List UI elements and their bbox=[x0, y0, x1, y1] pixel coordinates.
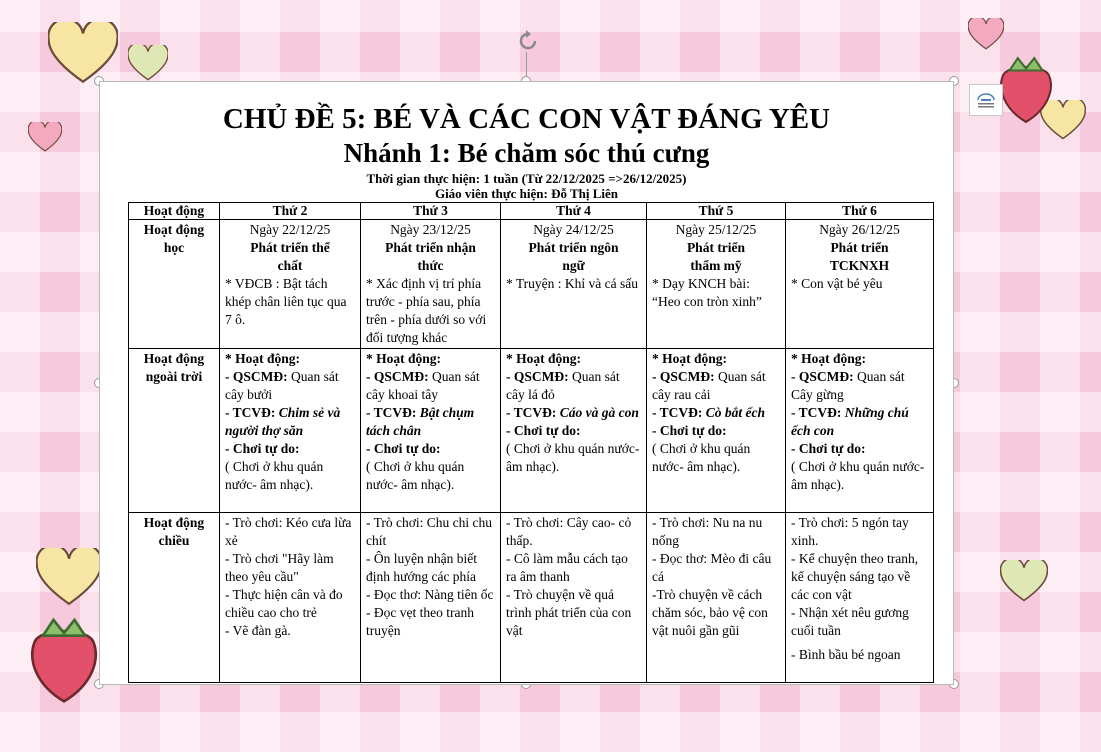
game-label: - TCVĐ: bbox=[652, 405, 703, 420]
column-header: Thứ 2 bbox=[220, 203, 361, 220]
game-text: Chim sẻ và người thợ săn bbox=[225, 405, 341, 438]
activity-heading: * Hoạt động: bbox=[366, 351, 442, 366]
table-cell bbox=[501, 220, 647, 349]
game-text: Bật chụm tách chân bbox=[366, 405, 475, 438]
activity-text: * Con vật bé yêu bbox=[791, 276, 883, 291]
game-text: Cò bắt ếch bbox=[702, 405, 765, 420]
list-item: - Đọc thơ: Nàng tiên ốc bbox=[366, 587, 494, 602]
layout-options-button[interactable] bbox=[969, 84, 1003, 116]
strawberry-icon bbox=[995, 52, 1057, 124]
column-header: Thứ 6 bbox=[786, 203, 934, 220]
row-label: Hoạt động chiều bbox=[129, 513, 220, 683]
table-cell bbox=[786, 513, 934, 683]
domain-text: Phát triển nhận thức bbox=[385, 240, 476, 273]
date-text: Ngày 26/12/25 bbox=[819, 222, 900, 237]
free-play-text: ( Chơi ở khu quán nước- âm nhạc). bbox=[366, 459, 465, 492]
observe-label: - QSCMĐ: bbox=[225, 369, 288, 384]
list-item: - Thực hiện cân và đo chiều cao cho trẻ bbox=[225, 587, 343, 620]
table-cell bbox=[647, 513, 786, 683]
list-item: - Bình bầu bé ngoan bbox=[791, 647, 901, 662]
game-text: Cáo và gà con bbox=[556, 405, 639, 420]
table-cell bbox=[647, 220, 786, 349]
observe-label: - QSCMĐ: bbox=[791, 369, 854, 384]
observe-text: Quan sát cây lá đỏ bbox=[506, 369, 620, 402]
observe-label: - QSCMĐ: bbox=[366, 369, 429, 384]
table-cell bbox=[220, 220, 361, 349]
observe-text: Quan sát Cây gừng bbox=[791, 369, 905, 402]
list-item: -Trò chuyện về cách chăm sóc, bảo vệ con vật nuôi gần gũi bbox=[652, 587, 768, 638]
row-label: Hoạt động ngoài trời bbox=[129, 349, 220, 513]
table-cell bbox=[220, 513, 361, 683]
list-item: - Cô làm mẫu cách tạo ra âm thanh bbox=[506, 551, 628, 584]
list-item: - Trò chơi "Hãy làm theo yêu cầu" bbox=[225, 551, 334, 584]
date-text: Ngày 24/12/25 bbox=[533, 222, 614, 237]
domain-text: Phát triển thể chất bbox=[250, 240, 330, 273]
free-play-label: - Chơi tự do: bbox=[506, 423, 581, 438]
activity-heading: * Hoạt động: bbox=[791, 351, 867, 366]
date-text: Ngày 22/12/25 bbox=[249, 222, 331, 237]
game-label: - TCVĐ: bbox=[506, 405, 557, 420]
heart-icon bbox=[128, 45, 168, 81]
list-item: - Đọc thơ: Mèo đi câu cá bbox=[652, 551, 772, 584]
list-item: - Trò chơi: Cây cao- cỏ thấp. bbox=[506, 515, 632, 548]
schedule-image[interactable] bbox=[99, 81, 954, 685]
list-item: - Trò chơi: 5 ngón tay xinh. bbox=[791, 515, 909, 548]
activity-text: * Dạy KNCH bài: “Heo con tròn xinh” bbox=[652, 276, 762, 309]
table-row-hoc bbox=[129, 220, 934, 349]
table-row-ngoai-troi bbox=[129, 349, 934, 513]
column-header: Thứ 5 bbox=[647, 203, 786, 220]
row-label: Hoạt động học bbox=[129, 220, 220, 349]
date-text: Ngày 23/12/25 bbox=[390, 222, 471, 237]
list-item: - Đọc vẹt theo tranh truyện bbox=[366, 605, 474, 638]
domain-text: Phát triển ngôn ngữ bbox=[528, 240, 619, 273]
table-cell bbox=[361, 220, 501, 349]
observe-text: Quan sát cây khoai tây bbox=[366, 369, 480, 402]
table-cell bbox=[786, 349, 934, 513]
list-item: - Trò chơi: Kéo cưa lừa xẻ bbox=[225, 515, 352, 548]
list-item: - Kể chuyện theo tranh, kể chuyện sáng tạo về các con vật bbox=[791, 551, 919, 602]
game-label: - TCVĐ: bbox=[791, 405, 842, 420]
domain-text: Phát triển TCKNXH bbox=[829, 240, 890, 273]
table-cell bbox=[220, 349, 361, 513]
heart-icon bbox=[48, 22, 118, 84]
column-header: Thứ 4 bbox=[501, 203, 647, 220]
list-item: - Ôn luyện nhận biết định hướng các phía bbox=[366, 551, 477, 584]
rotate-handle-icon[interactable] bbox=[515, 28, 541, 54]
table-row-chieu bbox=[129, 513, 934, 683]
rotate-handle-line bbox=[526, 52, 527, 78]
list-item: - Trò chơi: Chu chi chu chít bbox=[366, 515, 493, 548]
list-item: - Nhận xét nêu gương cuối tuần bbox=[791, 605, 909, 638]
game-label: - TCVĐ: bbox=[366, 405, 417, 420]
list-item: - Trò chuyện về quá trình phát triển của con vật bbox=[506, 587, 632, 638]
strawberry-icon bbox=[24, 612, 104, 704]
table-cell bbox=[786, 220, 934, 349]
table-cell bbox=[361, 513, 501, 683]
observe-text: Quan sát cây bưởi bbox=[225, 369, 339, 402]
activity-text: * VĐCB : Bật tách khép chân liên tục qua 7 ô. bbox=[225, 276, 347, 327]
list-item: - Trò chơi: Nu na nu nống bbox=[652, 515, 763, 548]
activity-heading: * Hoạt động: bbox=[225, 351, 301, 366]
activity-heading: * Hoạt động: bbox=[652, 351, 728, 366]
activity-heading: * Hoạt động: bbox=[506, 351, 582, 366]
date-text: Ngày 25/12/25 bbox=[675, 222, 757, 237]
table-cell bbox=[501, 349, 647, 513]
free-play-label: - Chơi tự do: bbox=[225, 441, 300, 456]
page-title: CHỦ ĐỀ 5: BÉ VÀ CÁC CON VẬT ĐÁNG YÊU bbox=[222, 103, 831, 135]
free-play-label: - Chơi tự do: bbox=[652, 423, 727, 438]
column-header: Hoạt động bbox=[129, 203, 220, 220]
schedule-table bbox=[128, 202, 934, 683]
heart-icon bbox=[968, 18, 1004, 50]
observe-label: - QSCMĐ: bbox=[506, 369, 569, 384]
free-play-text: ( Chơi ở khu quán nước- âm nhạc). bbox=[791, 459, 925, 492]
time-period: Thời gian thực hiện: 1 tuần (Từ 22/12/2025 =>26/12/2025) bbox=[366, 171, 687, 186]
table-cell bbox=[647, 349, 786, 513]
game-text: Những chú ếch con bbox=[791, 405, 909, 438]
activity-text: * Xác định vị trí phía trước - phía sau, phía trên - phía dưới so với đối tượng khác bbox=[366, 276, 487, 345]
observe-label: - QSCMĐ: bbox=[652, 369, 715, 384]
heart-icon bbox=[28, 122, 62, 152]
table-cell bbox=[501, 513, 647, 683]
layout-options-icon bbox=[975, 91, 997, 109]
game-label: - TCVĐ: bbox=[225, 405, 276, 420]
list-item: - Vẽ đàn gà. bbox=[225, 623, 291, 638]
page-subtitle: Nhánh 1: Bé chăm sóc thú cưng bbox=[343, 138, 710, 168]
free-play-text: ( Chơi ở khu quán nước- âm nhạc). bbox=[652, 441, 751, 474]
activity-text: * Truyện : Khỉ và cá sấu bbox=[506, 276, 638, 291]
free-play-label: - Chơi tự do: bbox=[791, 441, 866, 456]
heart-icon bbox=[36, 548, 102, 606]
free-play-label: - Chơi tự do: bbox=[366, 441, 441, 456]
free-play-text: ( Chơi ở khu quán nước- âm nhạc). bbox=[506, 441, 640, 474]
domain-text: Phát triển thẩm mỹ bbox=[686, 240, 746, 273]
observe-text: Quan sát cây rau cải bbox=[652, 369, 766, 402]
table-cell bbox=[361, 349, 501, 513]
free-play-text: ( Chơi ở khu quán nước- âm nhạc). bbox=[225, 459, 324, 492]
column-header: Thứ 3 bbox=[361, 203, 501, 220]
table-header-row bbox=[129, 203, 934, 220]
teacher-name: Giáo viên thực hiện: Đỗ Thị Liên bbox=[434, 186, 619, 201]
heart-icon bbox=[1000, 560, 1048, 602]
